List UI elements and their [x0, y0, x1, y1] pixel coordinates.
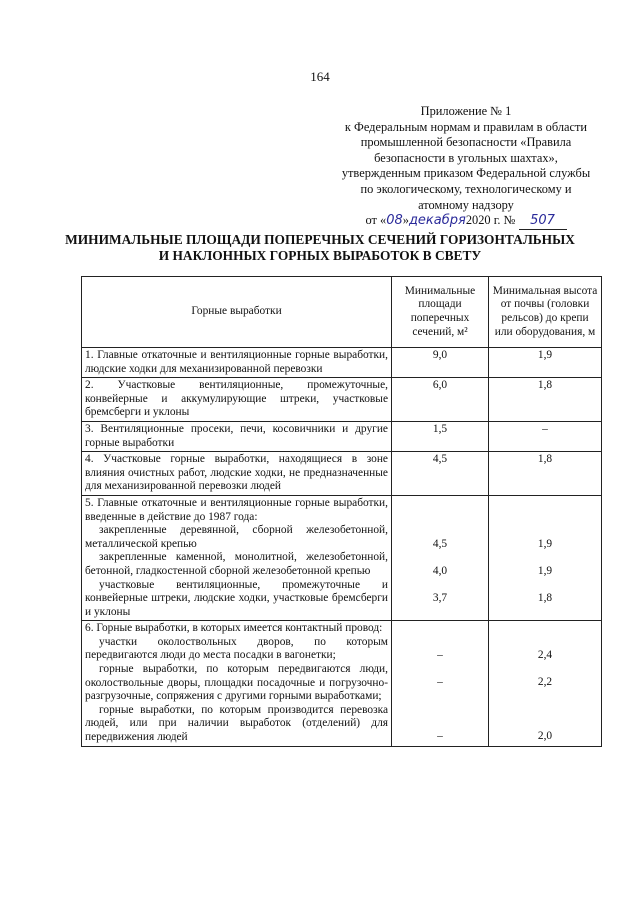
- page-number: 164: [310, 69, 330, 84]
- date-quote: »: [402, 213, 409, 228]
- appendix-line: промышленной безопасности «Правила: [360, 135, 572, 150]
- row-area: [392, 621, 489, 746]
- sections-table: [81, 276, 602, 747]
- row6-height: 2,2: [537, 676, 553, 689]
- row-area: 1,5: [392, 421, 489, 451]
- date-year: 2020 г. №: [465, 213, 516, 228]
- row-text: [82, 621, 392, 746]
- header-height: Минимальная высота от почвы (головки рельсов) до крепи или оборудования, м: [489, 277, 602, 348]
- row5-sub: закрепленные деревянной, сборной железобетонной, металлической крепью: [85, 524, 388, 550]
- row6-height: 2,4: [537, 649, 553, 662]
- row6-area: –: [437, 649, 443, 662]
- row6-sub: горные выработки, по которым передвигаются люди, околоствольные дворы, площадки посадочные и погрузочно-разгрузочные, сопряжения с другими горными выработками;: [85, 663, 388, 703]
- row-height: 1,8: [489, 452, 602, 496]
- handwritten-month: декабря: [408, 213, 466, 229]
- row6-area: –: [437, 730, 443, 743]
- row5-intro: 5. Главные откаточные и вентиляционные горные выработки, введенные в действие до 1987 года:: [85, 496, 388, 523]
- row5-height: 1,9: [537, 537, 553, 550]
- row5-sub: закрепленные каменной, монолитной, железобетонной, бетонной, гладкостенной сборной железобетонной крепью: [85, 551, 388, 577]
- appendix-line: Приложение № 1: [420, 104, 512, 118]
- row-text: 4. Участковые горные выработки, находящиеся в зоне влияния очистных работ, людские ходки, не предназначенные для механизированной перевозки людей: [82, 452, 392, 496]
- handwritten-order-number: 507: [530, 213, 555, 229]
- row-text: 2. Участковые вентиляционные, промежуточные, конвейерные и аккумулирующие штреки, участковые бремсберги и уклоны: [82, 378, 392, 422]
- row5-area: 4,0: [432, 564, 448, 577]
- row-text: 1. Главные откаточные и вентиляционные горные выработки, людские ходки для механизированной перевозки: [82, 348, 392, 378]
- document-title: [40, 232, 600, 264]
- appendix-line: по экологическому, технологическому и: [360, 181, 572, 196]
- row-text: [82, 495, 392, 620]
- table-row: [82, 348, 602, 378]
- appendix-line: утвержденным приказом Федеральной службы: [341, 166, 591, 181]
- row6-intro: 6. Горные выработки, в которых имеется контактный провод:: [85, 622, 383, 635]
- row5-height: 1,9: [537, 564, 553, 577]
- row5-sub: участковые вентиляционные, промежуточные и конвейерные штреки, людские ходки, участковые бремсберги и уклоны: [85, 578, 388, 618]
- appendix-date-line: [316, 213, 616, 230]
- table-row: [82, 621, 602, 746]
- appendix-line: безопасности в угольных шахтах»,: [374, 150, 558, 165]
- table-row: [82, 495, 602, 620]
- row6-sub: участки околоствольных дворов, по которым передвигаются люди до места посадки в вагонетки;: [85, 635, 388, 662]
- row-area: 9,0: [392, 348, 489, 378]
- appendix-line: к Федеральным нормам и правилам в области: [344, 119, 588, 134]
- title-line-2: И НАКЛОННЫХ ГОРНЫХ ВЫРАБОТОК В СВЕТУ: [158, 248, 482, 263]
- row-height: [489, 495, 602, 620]
- table-header-row: [82, 277, 602, 348]
- table-row: [82, 421, 602, 451]
- date-prefix: от «: [365, 213, 387, 228]
- row-height: [489, 621, 602, 746]
- row-height: 1,8: [489, 378, 602, 422]
- table-row: [82, 378, 602, 422]
- row-text: 3. Вентиляционные просеки, печи, косовичники и другие горные выработки: [82, 421, 392, 451]
- row5-area: 4,5: [432, 537, 448, 550]
- row5-height: 1,8: [537, 591, 553, 604]
- header-workings: Горные выработки: [82, 277, 392, 348]
- row-height: –: [489, 421, 602, 451]
- row-height: 1,9: [489, 348, 602, 378]
- row6-height: 2,0: [537, 730, 553, 743]
- row6-area: –: [437, 676, 443, 689]
- row5-area: 3,7: [432, 591, 448, 604]
- appendix-line: атомному надзору: [418, 197, 514, 212]
- row-area: [392, 495, 489, 620]
- table-row: [82, 452, 602, 496]
- handwritten-day: 08: [386, 213, 403, 229]
- header-area: Минимальные площади поперечных сечений, м²: [392, 277, 489, 348]
- appendix-block: [316, 104, 616, 230]
- row-area: 4,5: [392, 452, 489, 496]
- title-line-1: МИНИМАЛЬНЫЕ ПЛОЩАДИ ПОПЕРЕЧНЫХ СЕЧЕНИЙ ГОРИЗОНТАЛЬНЫХ: [65, 232, 575, 247]
- row-area: 6,0: [392, 378, 489, 422]
- row6-sub: горные выработки, по которым производится перевозка людей, или при наличии выработок (отделений) для передвижения людей: [85, 703, 388, 744]
